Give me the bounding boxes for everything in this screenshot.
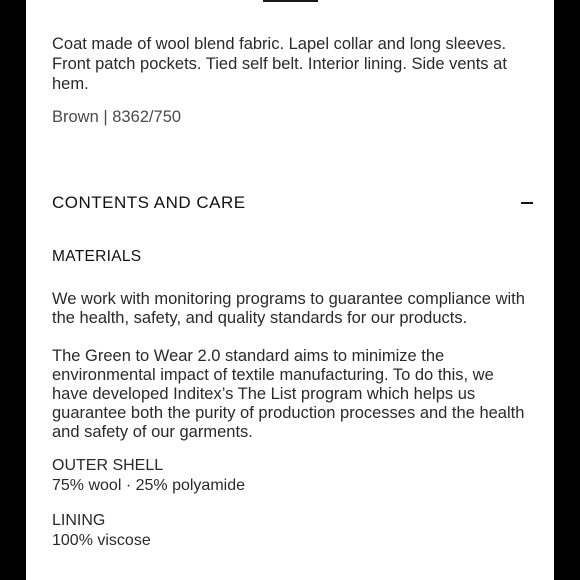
product-color-reference: Brown | 8362/750	[52, 108, 182, 126]
scroll-indicator	[263, 0, 318, 2]
composition-label: LINING	[52, 512, 106, 529]
product-details-screen	[26, 0, 554, 580]
composition-outer-shell	[52, 456, 534, 496]
materials-heading: MATERIALS	[52, 248, 142, 265]
contents-care-header[interactable]	[52, 192, 534, 214]
product-details-content	[52, 34, 534, 551]
product-description: Coat made of wool blend fabric. Lapel collar and long sleeves. Front patch pockets. Tied self belt. Interior lining. Side vents at hem.	[52, 35, 507, 93]
composition-value: 100% viscose	[52, 532, 151, 549]
minus-icon[interactable]	[520, 192, 534, 214]
contents-care-title: CONTENTS AND CARE	[52, 193, 246, 212]
materials-paragraph-1: We work with monitoring programs to guarantee compliance with the health, safety, and quality standards for our products.	[52, 290, 525, 327]
composition-label: OUTER SHELL	[52, 457, 164, 474]
composition-lining	[52, 511, 534, 551]
materials-paragraph-2: The Green to Wear 2.0 standard aims to minimize the environmental impact of textile manufacturing. To do this, we have developed Inditex’s The List program which helps us guarantee both the purity of production processes and the health and safety of our garments.	[52, 347, 525, 441]
composition-value: 75% wool · 25% polyamide	[52, 477, 245, 494]
